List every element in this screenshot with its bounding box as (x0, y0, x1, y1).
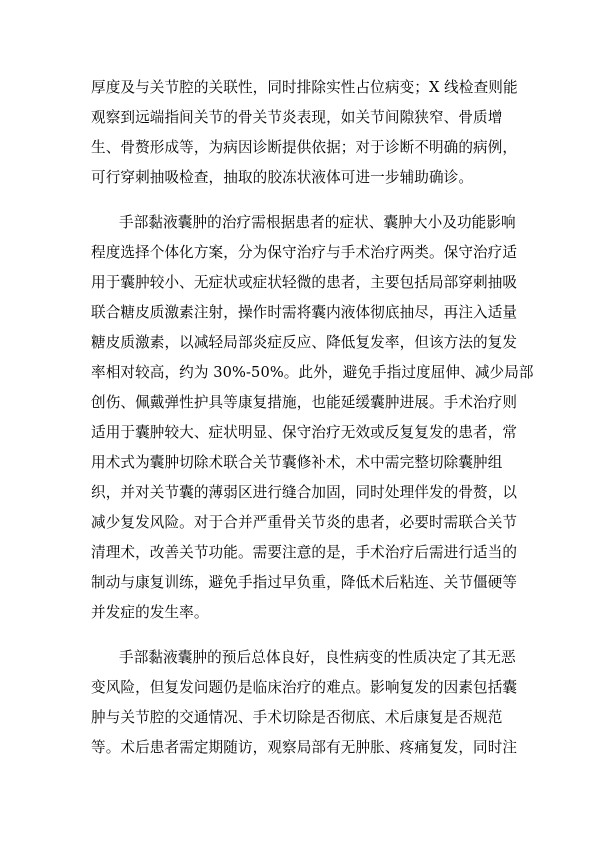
text-line: 减少复发风险。对于合并严重骨关节炎的患者，必要时需联合关节 (91, 514, 518, 531)
text-line: 制动与康复训练，避免手指过早负重，降低术后粘连、关节僵硬等 (91, 574, 518, 591)
text-line: 创伤、佩戴弹性护具等康复措施，也能延缓囊肿进展。手术治疗则 (91, 394, 518, 411)
text-line: 织，并对关节囊的薄弱区进行缝合加固，同时处理伴发的骨赘，以 (91, 484, 518, 501)
text-line: 联合糖皮质激素注射，操作时需将囊内液体彻底抽尽，再注入适量 (91, 304, 518, 321)
text-line: 变风险，但复发问题仍是临床治疗的难点。影响复发的因素包括囊 (91, 679, 518, 696)
text-line: 肿与关节腔的交通情况、手术切除是否彻底、术后康复是否规范 (91, 709, 503, 726)
text-line: 可行穿刺抽吸检查，抽取的胶冻状液体可进一步辅助确诊。 (91, 169, 474, 186)
text-line: 清理术，改善关节功能。需要注意的是，手术治疗后需进行适当的 (91, 544, 518, 561)
text-line: 手部黏液囊肿的治疗需根据患者的症状、囊肿大小及功能影响 (119, 214, 516, 231)
text-line: 适用于囊肿较大、症状明显、保守治疗无效或反复复发的患者，常 (91, 424, 518, 441)
text-line: 程度选择个体化方案，分为保守治疗与手术治疗两类。保守治疗适 (91, 244, 518, 261)
text-line: 率相对较高，约为 30%-50%。此外，避免手指过度屈伸、减少局部 (91, 364, 534, 381)
text-line: 糖皮质激素，以减轻局部炎症反应、降低复发率，但该方法的复发 (91, 334, 518, 351)
text-line: 厚度及与关节腔的关联性，同时排除实性占位病变；X 线检查则能 (91, 79, 518, 96)
text-line: 用于囊肿较小、无症状或症状轻微的患者，主要包括局部穿刺抽吸 (91, 274, 518, 291)
text-line: 生、骨赘形成等，为病因诊断提供依据；对于诊断不明确的病例， (91, 139, 518, 156)
text-line: 手部黏液囊肿的预后总体良好，良性病变的性质决定了其无恶 (119, 649, 516, 666)
text-line: 并发症的发生率。 (91, 604, 209, 621)
text-line: 观察到远端指间关节的骨关节炎表现，如关节间隙狭窄、骨质增 (91, 109, 503, 126)
text-line: 用术式为囊肿切除术联合关节囊修补术，术中需完整切除囊肿组 (91, 454, 503, 471)
text-line: 等。术后患者需定期随访，观察局部有无肿胀、疼痛复发，同时注 (91, 739, 518, 756)
